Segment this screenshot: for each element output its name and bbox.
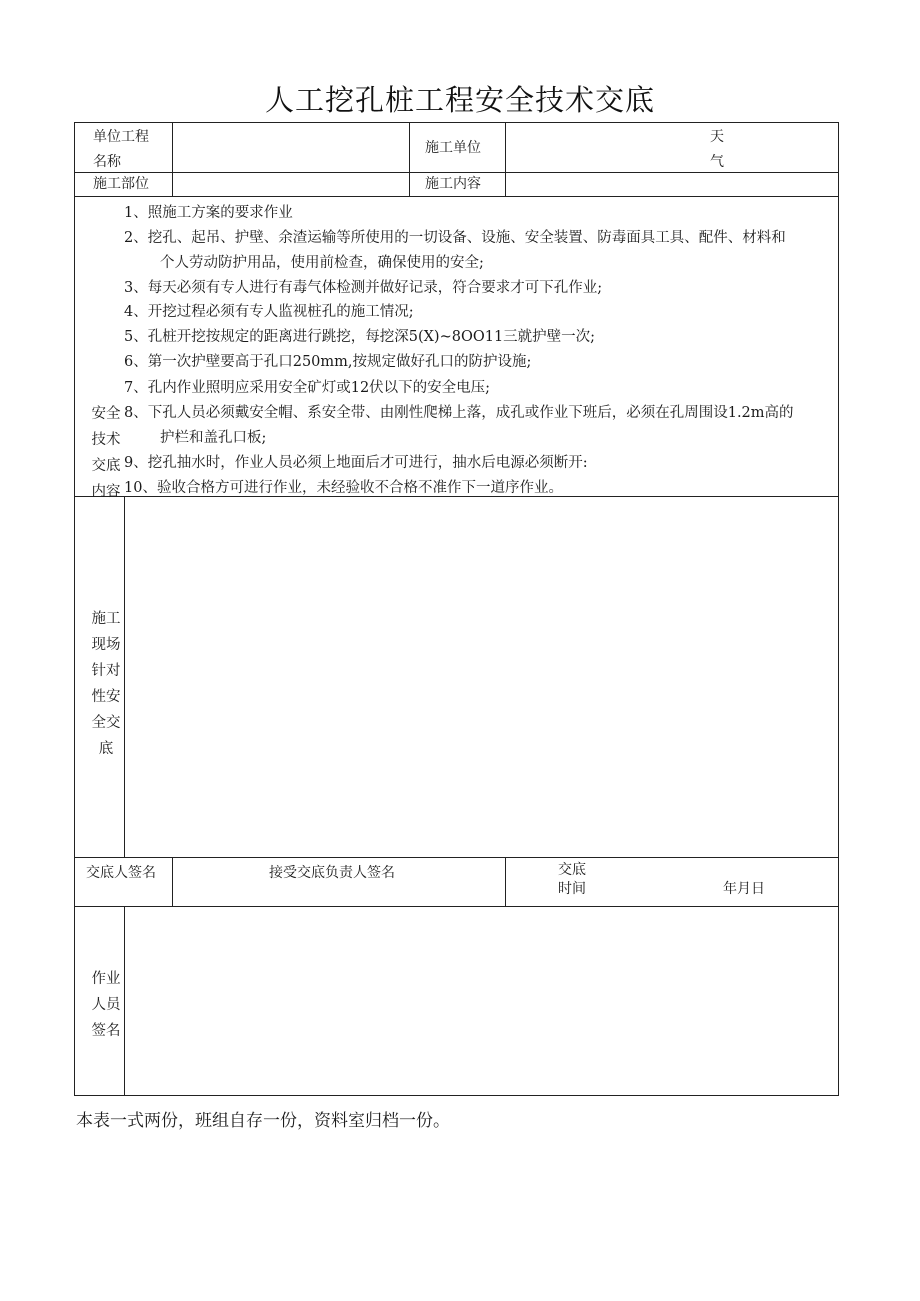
unit-project-label: 单位工程: [93, 129, 149, 145]
disclosure-time-label-line2: 时间: [558, 881, 586, 897]
unit-project-label-line2: 名称: [93, 154, 121, 170]
safety-item-9: 9、挖孔抽水时，作业人员必须上地面后才可进行，抽水后电源必须断开:: [124, 455, 588, 471]
safety-item-8-cont: 护栏和盖孔口板;: [160, 430, 267, 446]
worker-signature-field[interactable]: [125, 907, 837, 1094]
safety-item-4: 4、开挖过程必须有专人监视桩孔的施工情况;: [124, 304, 414, 320]
construction-part-label: 施工部位: [93, 176, 149, 192]
page-title: 人工挖孔桩工程安全技术交底: [264, 83, 655, 117]
discloser-signature-label: 交底人签名: [86, 865, 156, 881]
safety-content-label: 安全 技术 交底 内容: [91, 406, 121, 500]
disclosure-time-label: 交底: [558, 862, 586, 878]
safety-item-7: 7、孔内作业照明应采用安全矿灯或12伏以下的安全电压;: [124, 380, 491, 396]
construction-content-label: 施工内容: [425, 176, 481, 192]
worker-signature-label: 作业 人员 签名: [91, 971, 121, 1039]
safety-item-10: 10、验收合格方可进行作业，未经验收不合格不准作下一道序作业。: [124, 480, 563, 496]
receiver-signature-label: 接受交底负责人签名: [269, 865, 395, 881]
unit-project-value[interactable]: [173, 123, 408, 171]
safety-item-5: 5、孔桩开挖按规定的距离进行跳挖，每挖深5(X)~8OO11三就护壁一次;: [124, 329, 596, 345]
weather-label: 天: [710, 129, 724, 145]
safety-item-2-cont: 个人劳动防护用品，使用前检查，确保使用的安全;: [160, 255, 484, 271]
construction-unit-label: 施工单位: [425, 140, 481, 156]
safety-item-8: 8、下孔人员必须戴安全帽、系安全带、由刚性爬梯上落，成孔或作业下班后，必须在孔周围设1.2m高的: [124, 405, 794, 421]
construction-part-value[interactable]: [173, 173, 408, 195]
safety-item-1: 1、照施工方案的要求作业: [124, 205, 293, 221]
safety-item-2: 2、挖孔、起吊、护壁、余渣运输等所使用的一切设备、设施、安全装置、防毒面具工具、配件、材料和: [124, 230, 786, 246]
onsite-disclosure-label: 施工 现场 针对 性安 全交 底: [91, 611, 121, 757]
safety-item-6: 6、第一次护壁要高于孔口250mm,按规定做好孔口的防护设施;: [124, 354, 532, 370]
footer-note: 本表一式两份，班组自存一份，资料室归档一份。: [76, 1111, 450, 1131]
onsite-disclosure-field[interactable]: [125, 497, 837, 856]
safety-item-3: 3、每天必须有专人进行有毒气体检测并做好记录，符合要求才可下孔作业;: [124, 280, 603, 296]
construction-unit-value[interactable]: [506, 123, 656, 171]
weather-label-line2: 气: [710, 154, 724, 170]
construction-content-value[interactable]: [506, 173, 837, 195]
disclosure-date-label: 年月日: [723, 881, 765, 897]
